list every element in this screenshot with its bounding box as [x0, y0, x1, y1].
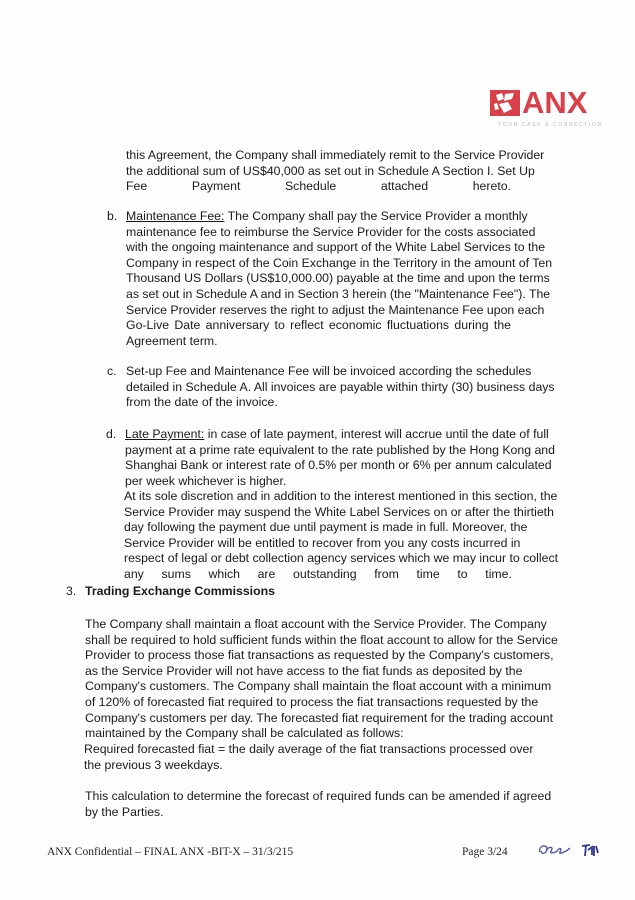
logo-tagline: YOUR CASH & CONNECTION: [498, 122, 603, 128]
text-line: maintained by the Company shall be calculated as follows:: [85, 726, 404, 741]
item-d-title: Late Payment:: [125, 427, 205, 441]
item-c-marker: c.: [107, 364, 117, 378]
text-line: maintenance fee to reimburse the Service Provider for the costs associated: [126, 224, 536, 239]
anx-logo-icon: [490, 90, 520, 116]
formula-paragraph: [84, 742, 534, 773]
section-3-number: 3.: [66, 584, 77, 598]
text-line: with the ongoing maintenance and support of the White Label Services to the: [126, 240, 546, 255]
word: time: [416, 566, 440, 581]
word: are: [257, 566, 276, 581]
text-span: The Company shall pay the Service Provider a monthly: [224, 209, 528, 223]
text-line: [124, 567, 512, 583]
anx-logo: [490, 85, 618, 134]
text-line: Thousand US Dollars (US$10,000.00) payable at the time and upon the terms: [126, 271, 550, 286]
text-line: the additional sum of US$40,000 as set out in Schedule A Section I. Set Up: [126, 163, 535, 178]
text-line: This calculation to determine the forecast of required funds can be amended if agreed: [85, 789, 552, 803]
text-line: day following the payment due until payment is made in full. Moreover, the: [124, 520, 528, 535]
text-line: Service Provider will be entitled to recover from you any costs incurred in: [124, 535, 521, 550]
text-line: as set out in Schedule A and in Section 3 herein (the "Maintenance Fee"). The: [126, 286, 551, 301]
text-line: Provider to process those fiat transactions as requested by the Company's customers,: [85, 648, 554, 663]
item-c-invoicing: [126, 364, 555, 411]
text-line: Service Provider may suspend the White Label Services on or after the thirtieth: [124, 504, 554, 519]
word: Payment: [191, 179, 241, 194]
text-line: by the Parties.: [85, 804, 164, 819]
text-line: [126, 179, 511, 195]
text-line: payment at a prime rate equivalent to the rate published by the Hong Kong and: [125, 442, 555, 457]
text-line: The Company shall maintain a float account with the Service Provider. The Company: [85, 617, 547, 631]
item-d-suspension-paragraph: [124, 489, 559, 583]
text-line: Agreement term.: [126, 333, 218, 348]
item-b-maintenance-fee: [126, 209, 553, 349]
word: from: [374, 566, 399, 581]
text-line: [126, 209, 528, 225]
text-line: Company's customers per day. The forecasted fiat requirement for the trading account: [85, 710, 554, 725]
logo-wordmark: ANX: [522, 85, 588, 120]
text-line: Go-Live Date anniversary to reflect economic fluctuations during the: [126, 318, 511, 333]
amendment-paragraph: [85, 789, 552, 820]
handwritten-initials-icon: [536, 838, 626, 862]
text-line: the previous 3 weekdays.: [84, 757, 223, 772]
text-line: detailed in Schedule A. All invoices are payable within thirty (30) business days: [126, 379, 555, 394]
word: which: [208, 566, 240, 581]
text-line: per week whichever is higher.: [125, 473, 287, 488]
section-3-heading: Trading Exchange Commissions: [85, 584, 275, 598]
text-line: Service Provider reserves the right to adjust the Maintenance Fee upon each: [126, 302, 545, 317]
text-line: Shanghai Bank or interest rate of 0.5% per month or 6% per annum calculated: [125, 458, 552, 473]
word: hereto.: [472, 179, 511, 194]
intro-paragraph: [126, 148, 545, 195]
text-line: Company's customers. The Company shall maintain the float account with a minimum: [85, 679, 552, 694]
text-line: of 120% of forecasted fiat required to process the fiat transactions requested by the: [85, 694, 539, 709]
text-line: as the Service Provider will not have access to the fiat funds as deposited by the: [85, 663, 523, 678]
word: to: [457, 566, 468, 581]
text-line: At its sole discretion and in addition to the interest mentioned in this section, the: [124, 489, 558, 503]
item-b-title: Maintenance Fee:: [126, 209, 225, 223]
text-line: this Agreement, the Company shall immediately remit to the Service Provider: [126, 148, 545, 162]
item-d-marker: d.: [106, 427, 117, 441]
word: any: [124, 566, 144, 581]
text-line: [125, 427, 549, 443]
section-3-paragraph: [85, 617, 558, 742]
item-b-marker: b.: [107, 209, 118, 223]
text-line: shall be required to hold sufficient funds within the float account to allow for the Service: [85, 632, 558, 647]
word: attached: [380, 179, 429, 194]
text-line: respect of legal or debt collection agency services which we may incur to collect: [124, 551, 559, 566]
footer-confidential-label: ANX Confidential – FINAL ANX -BIT-X – 31/3/215: [47, 846, 294, 858]
text-line: from the date of the invoice.: [126, 395, 278, 410]
word: sums: [161, 566, 191, 581]
footer-page-number: Page 3/24: [462, 846, 508, 858]
text-line: Company in respect of the Coin Exchange in the Territory in the amount of Ten: [126, 255, 553, 270]
word: outstanding: [293, 566, 357, 581]
text-line: Set-up Fee and Maintenance Fee will be invoiced according the schedules: [126, 364, 532, 378]
item-d-late-payment: [125, 427, 555, 489]
word: Fee: [126, 179, 148, 194]
word: time.: [485, 566, 512, 581]
word: Schedule: [284, 179, 337, 194]
text-span: in case of late payment, interest will accrue until the date of full: [204, 427, 549, 441]
text-line: Required forecasted fiat = the daily average of the fiat transactions processed over: [84, 742, 534, 756]
